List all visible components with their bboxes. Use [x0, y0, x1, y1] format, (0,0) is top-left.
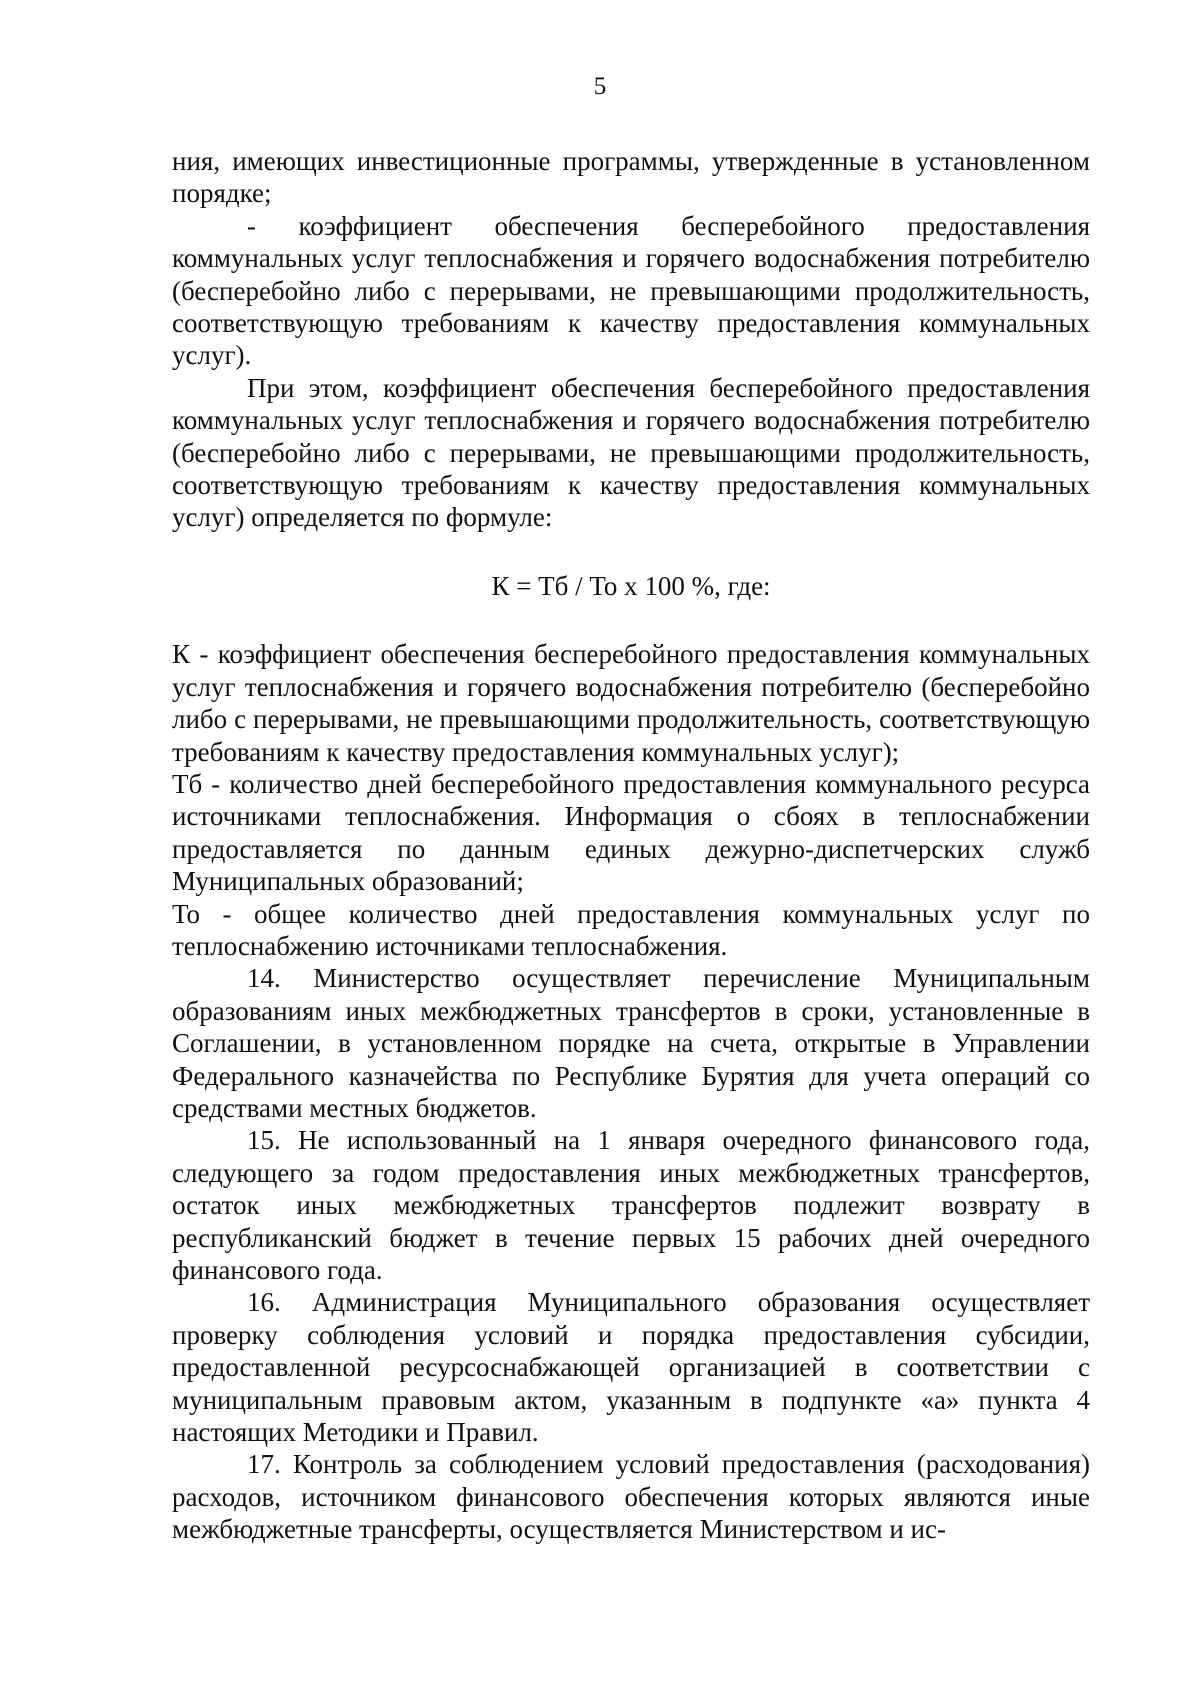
paragraph-15: 15. Не использованный на 1 января очередного финансового года, следующего за годом предоставления иных межбюджетных трансфертов, остаток иных межбюджетных трансфертов подлежит возврату в республиканский бюджет в течение первых 15 рабочих дней очередного финансового года.	[172, 1125, 1090, 1285]
formula: К = Тб / То х 100 %, где:	[491, 570, 771, 601]
paragraph-coefficient-item: - коэффициент обеспечения бесперебойного предоставления коммунальных услуг теплоснабжения и горячего водоснабжения потребителю (бесперебойно либо с перерывами, не превышающими продолжительность, соответствующую требованиям к качеству предоставления коммунальных услуг).	[172, 210, 1090, 371]
paragraph-16: 16. Администрация Муниципального образования осуществляет проверку соблюдения условий и порядка предоставления субсидии, предоставленной ресурсоснабжающей организацией в соответствии с муниципальным правовым актом, указанным в подпункте «а» пункта 4 настоящих Методики и Правил.	[172, 1287, 1090, 1448]
definition-tb: Тб - количество дней бесперебойного предоставления коммунального ресурса источниками теплоснабжения. Информация о сбоях в теплоснабжении предоставляется по данным единых дежурно-диспетчерских служб Муниципальных образований;	[172, 768, 1090, 897]
document-body	[172, 145, 1090, 1546]
page-number: 5	[593, 73, 607, 100]
paragraph-17: 17. Контроль за соблюдением условий предоставления (расходования) расходов, источником финансового обеспечения которых являются иные межбюджетные трансферты, осуществляется Министерством и ис-	[172, 1449, 1090, 1545]
definition-k: К - коэффициент обеспечения бесперебойного предоставления коммунальных услуг теплоснабжения и горячего водоснабжения потребителю (бесперебойно либо с перерывами, не превышающими продолжительность, соответствующую требованиям к качеству предоставления коммунальных услуг);	[172, 639, 1090, 767]
paragraph-14: 14. Министерство осуществляет перечисление Муниципальным образованиям иных межбюджетных трансфертов в сроки, установленные в Соглашении, в установленном порядке на счета, открытые в Управлении Федерального казначейства по Республике Бурятия для учета операций со средствами местных бюджетов.	[172, 963, 1090, 1123]
definition-to: То - общее количество дней предоставления коммунальных услуг по теплоснабжению источниками теплоснабжения.	[172, 898, 1090, 961]
paragraph-continuation: ния, имеющих инвестиционные программы, утвержденные в установленном порядке;	[172, 146, 1090, 209]
paragraph-formula-intro: При этом, коэффициент обеспечения бесперебойного предоставления коммунальных услуг теплоснабжения и горячего водоснабжения потребителю (бесперебойно либо с перерывами, не превышающими продолжительность, соответствующую требованиям к качеству предоставления коммунальных услуг) определяется по формуле:	[172, 372, 1090, 533]
